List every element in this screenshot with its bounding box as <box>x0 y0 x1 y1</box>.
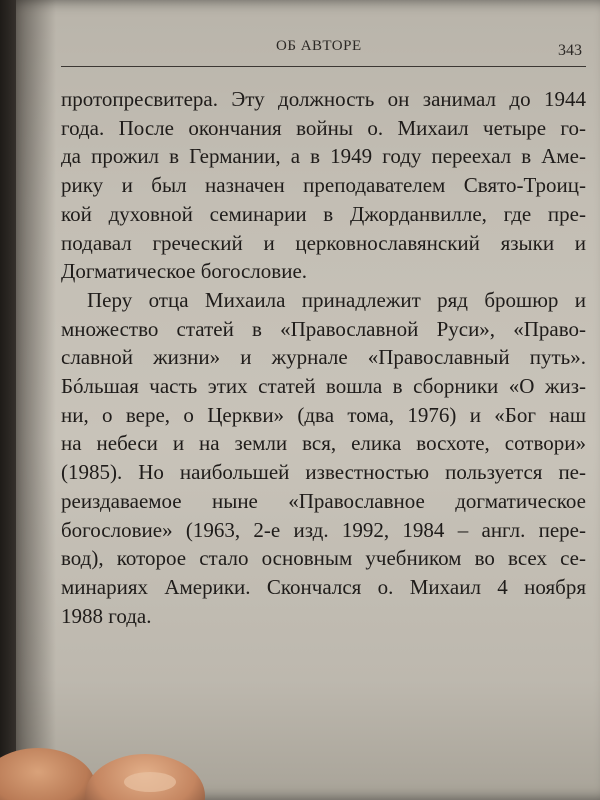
page-body <box>61 85 586 630</box>
text-line: (1985). Но наибольшей известностью пользуется пе- <box>61 460 586 485</box>
text-line: года. После окончания войны о. Михаил четыре го- <box>61 115 586 140</box>
paragraph-1 <box>61 85 586 286</box>
text-line: подавал греческий и церковнославянский языки и <box>61 230 586 255</box>
page-number: 343 <box>558 42 582 59</box>
text-line: вод), которое стало основным учебником во всех се- <box>61 546 586 571</box>
paragraph-2 <box>61 286 586 630</box>
running-title: ОБ АВТОРЕ <box>276 38 362 54</box>
text-line: да прожил в Германии, а в 1949 году переехал в Аме- <box>61 144 586 169</box>
text-line: множество статей в «Православной Руси», «Право- <box>61 316 586 341</box>
text-line: славной жизни» и журнале «Православный путь». <box>61 345 586 370</box>
text-line: Бóльшая часть этих статей вошла в сборники «О жиз- <box>61 374 586 399</box>
text-line: кой духовной семинарии в Джорданвилле, где пре- <box>61 201 586 226</box>
text-line: минариях Америки. Скончался о. Михаил 4 ноября <box>61 574 586 599</box>
text-line: Перу отца Михаила принадлежит ряд брошюр и <box>87 287 586 312</box>
text-line: Догматическое богословие. <box>61 259 308 284</box>
text-line: 1988 года. <box>61 603 152 628</box>
text-line: реиздаваемое ныне «Православное догматическое <box>61 488 586 513</box>
running-header <box>61 38 586 67</box>
text-line: рику и был назначен преподавателем Свято-Троиц- <box>61 173 586 198</box>
text-line: на небеси и на земли вся, елика восхоте, сотвори» <box>61 431 586 456</box>
text-line: богословие» (1963, 2-е изд. 1992, 1984 – англ. пере- <box>61 517 586 542</box>
text-line: ни, о вере, о Церкви» (два тома, 1976) и «Бог наш <box>61 402 586 427</box>
text-line: протопресвитера. Эту должность он занимал до 1944 <box>61 87 586 111</box>
